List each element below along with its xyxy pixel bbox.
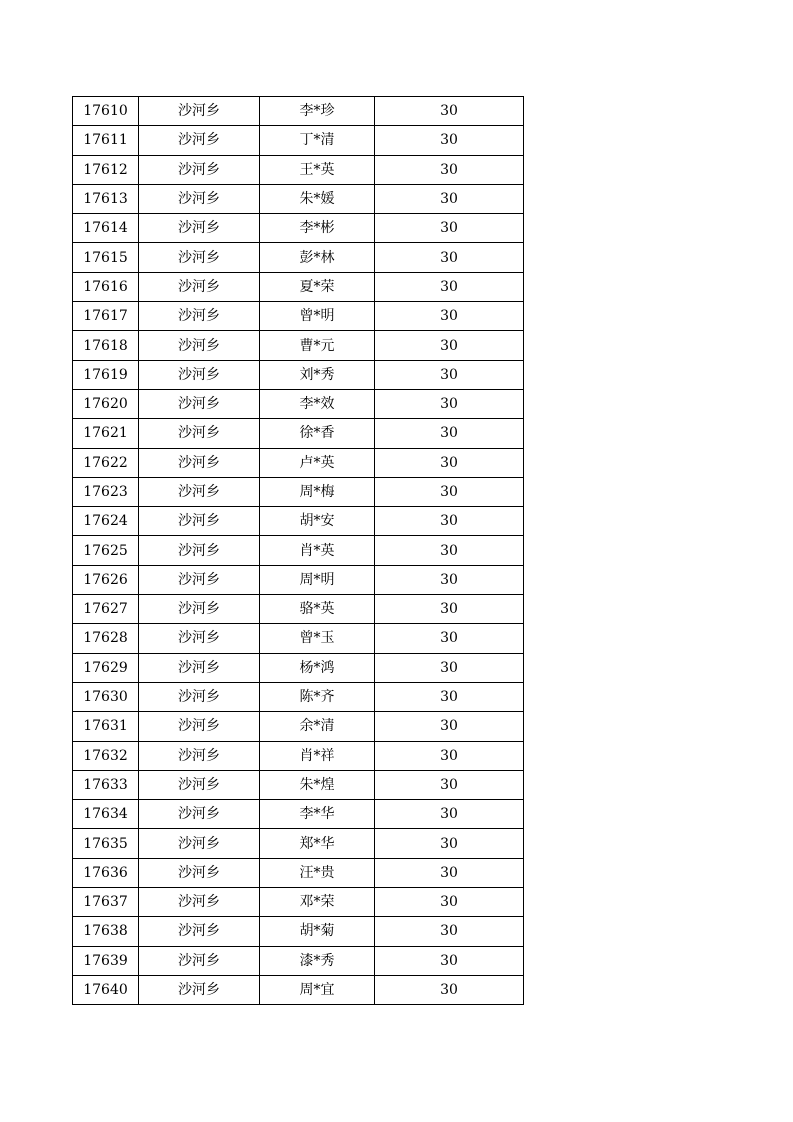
table-row xyxy=(73,565,524,594)
name-cell: 曾*玉 xyxy=(260,624,375,653)
table-row xyxy=(73,184,524,213)
township-cell: 沙河乡 xyxy=(139,829,260,858)
table-row xyxy=(73,419,524,448)
row-id-cell: 17633 xyxy=(73,770,139,799)
table-row xyxy=(73,595,524,624)
name-cell: 肖*祥 xyxy=(260,741,375,770)
name-cell: 夏*荣 xyxy=(260,272,375,301)
amount-cell: 30 xyxy=(375,448,524,477)
township-cell: 沙河乡 xyxy=(139,331,260,360)
row-id-cell: 17619 xyxy=(73,360,139,389)
township-cell: 沙河乡 xyxy=(139,624,260,653)
name-cell: 朱*媛 xyxy=(260,184,375,213)
name-cell: 杨*鸿 xyxy=(260,653,375,682)
township-cell: 沙河乡 xyxy=(139,184,260,213)
township-cell: 沙河乡 xyxy=(139,653,260,682)
township-cell: 沙河乡 xyxy=(139,126,260,155)
row-id-cell: 17624 xyxy=(73,507,139,536)
township-cell: 沙河乡 xyxy=(139,243,260,272)
township-cell: 沙河乡 xyxy=(139,97,260,126)
amount-cell: 30 xyxy=(375,243,524,272)
table-row xyxy=(73,800,524,829)
table-row xyxy=(73,155,524,184)
row-id-cell: 17627 xyxy=(73,595,139,624)
name-cell: 李*彬 xyxy=(260,214,375,243)
row-id-cell: 17625 xyxy=(73,536,139,565)
table-row xyxy=(73,272,524,301)
row-id-cell: 17637 xyxy=(73,888,139,917)
table-row xyxy=(73,389,524,418)
row-id-cell: 17626 xyxy=(73,565,139,594)
table-row xyxy=(73,858,524,887)
name-cell: 邓*荣 xyxy=(260,888,375,917)
township-cell: 沙河乡 xyxy=(139,800,260,829)
row-id-cell: 17638 xyxy=(73,917,139,946)
row-id-cell: 17615 xyxy=(73,243,139,272)
amount-cell: 30 xyxy=(375,770,524,799)
row-id-cell: 17614 xyxy=(73,214,139,243)
table-row xyxy=(73,829,524,858)
township-cell: 沙河乡 xyxy=(139,536,260,565)
name-cell: 曾*明 xyxy=(260,302,375,331)
township-cell: 沙河乡 xyxy=(139,770,260,799)
township-cell: 沙河乡 xyxy=(139,712,260,741)
amount-cell: 30 xyxy=(375,888,524,917)
amount-cell: 30 xyxy=(375,360,524,389)
township-cell: 沙河乡 xyxy=(139,477,260,506)
amount-cell: 30 xyxy=(375,946,524,975)
name-cell: 周*梅 xyxy=(260,477,375,506)
amount-cell: 30 xyxy=(375,829,524,858)
row-id-cell: 17620 xyxy=(73,389,139,418)
amount-cell: 30 xyxy=(375,419,524,448)
name-cell: 肖*英 xyxy=(260,536,375,565)
name-cell: 李*华 xyxy=(260,800,375,829)
township-cell: 沙河乡 xyxy=(139,975,260,1004)
table-row xyxy=(73,917,524,946)
amount-cell: 30 xyxy=(375,624,524,653)
township-cell: 沙河乡 xyxy=(139,858,260,887)
amount-cell: 30 xyxy=(375,858,524,887)
row-id-cell: 17635 xyxy=(73,829,139,858)
table-row xyxy=(73,946,524,975)
name-cell: 余*清 xyxy=(260,712,375,741)
table-row xyxy=(73,624,524,653)
table-row xyxy=(73,97,524,126)
name-cell: 李*效 xyxy=(260,389,375,418)
row-id-cell: 17630 xyxy=(73,682,139,711)
amount-cell: 30 xyxy=(375,331,524,360)
table-row xyxy=(73,448,524,477)
row-id-cell: 17622 xyxy=(73,448,139,477)
amount-cell: 30 xyxy=(375,741,524,770)
row-id-cell: 17634 xyxy=(73,800,139,829)
table-row xyxy=(73,975,524,1004)
township-cell: 沙河乡 xyxy=(139,682,260,711)
name-cell: 王*英 xyxy=(260,155,375,184)
table-row xyxy=(73,302,524,331)
table-row xyxy=(73,477,524,506)
amount-cell: 30 xyxy=(375,917,524,946)
amount-cell: 30 xyxy=(375,595,524,624)
township-cell: 沙河乡 xyxy=(139,214,260,243)
table-row xyxy=(73,741,524,770)
table-row xyxy=(73,331,524,360)
row-id-cell: 17628 xyxy=(73,624,139,653)
name-cell: 漆*秀 xyxy=(260,946,375,975)
row-id-cell: 17639 xyxy=(73,946,139,975)
name-cell: 李*珍 xyxy=(260,97,375,126)
row-id-cell: 17623 xyxy=(73,477,139,506)
row-id-cell: 17636 xyxy=(73,858,139,887)
township-cell: 沙河乡 xyxy=(139,917,260,946)
table-row xyxy=(73,770,524,799)
row-id-cell: 17640 xyxy=(73,975,139,1004)
name-cell: 彭*林 xyxy=(260,243,375,272)
amount-cell: 30 xyxy=(375,712,524,741)
amount-cell: 30 xyxy=(375,126,524,155)
township-cell: 沙河乡 xyxy=(139,595,260,624)
township-cell: 沙河乡 xyxy=(139,507,260,536)
name-cell: 曹*元 xyxy=(260,331,375,360)
amount-cell: 30 xyxy=(375,682,524,711)
row-id-cell: 17621 xyxy=(73,419,139,448)
amount-cell: 30 xyxy=(375,975,524,1004)
amount-cell: 30 xyxy=(375,272,524,301)
row-id-cell: 17629 xyxy=(73,653,139,682)
amount-cell: 30 xyxy=(375,565,524,594)
name-cell: 刘*秀 xyxy=(260,360,375,389)
name-cell: 丁*清 xyxy=(260,126,375,155)
table-row xyxy=(73,712,524,741)
table-body xyxy=(73,97,524,1005)
township-cell: 沙河乡 xyxy=(139,389,260,418)
table-row xyxy=(73,682,524,711)
row-id-cell: 17612 xyxy=(73,155,139,184)
row-id-cell: 17617 xyxy=(73,302,139,331)
amount-cell: 30 xyxy=(375,184,524,213)
amount-cell: 30 xyxy=(375,536,524,565)
amount-cell: 30 xyxy=(375,800,524,829)
table-row xyxy=(73,507,524,536)
table-row xyxy=(73,653,524,682)
amount-cell: 30 xyxy=(375,97,524,126)
amount-cell: 30 xyxy=(375,507,524,536)
row-id-cell: 17631 xyxy=(73,712,139,741)
township-cell: 沙河乡 xyxy=(139,448,260,477)
township-cell: 沙河乡 xyxy=(139,888,260,917)
row-id-cell: 17613 xyxy=(73,184,139,213)
amount-cell: 30 xyxy=(375,477,524,506)
township-cell: 沙河乡 xyxy=(139,155,260,184)
row-id-cell: 17611 xyxy=(73,126,139,155)
township-cell: 沙河乡 xyxy=(139,741,260,770)
row-id-cell: 17632 xyxy=(73,741,139,770)
township-cell: 沙河乡 xyxy=(139,946,260,975)
name-cell: 徐*香 xyxy=(260,419,375,448)
table-row xyxy=(73,126,524,155)
name-cell: 卢*英 xyxy=(260,448,375,477)
table-row xyxy=(73,243,524,272)
row-id-cell: 17610 xyxy=(73,97,139,126)
name-cell: 郑*华 xyxy=(260,829,375,858)
table-row xyxy=(73,360,524,389)
name-cell: 骆*英 xyxy=(260,595,375,624)
table-row xyxy=(73,214,524,243)
table-row xyxy=(73,536,524,565)
data-table xyxy=(72,96,524,1005)
row-id-cell: 17618 xyxy=(73,331,139,360)
name-cell: 胡*安 xyxy=(260,507,375,536)
name-cell: 汪*贵 xyxy=(260,858,375,887)
township-cell: 沙河乡 xyxy=(139,360,260,389)
township-cell: 沙河乡 xyxy=(139,419,260,448)
amount-cell: 30 xyxy=(375,389,524,418)
table-row xyxy=(73,888,524,917)
township-cell: 沙河乡 xyxy=(139,302,260,331)
amount-cell: 30 xyxy=(375,214,524,243)
amount-cell: 30 xyxy=(375,653,524,682)
township-cell: 沙河乡 xyxy=(139,565,260,594)
name-cell: 陈*齐 xyxy=(260,682,375,711)
name-cell: 周*明 xyxy=(260,565,375,594)
township-cell: 沙河乡 xyxy=(139,272,260,301)
row-id-cell: 17616 xyxy=(73,272,139,301)
name-cell: 朱*煌 xyxy=(260,770,375,799)
amount-cell: 30 xyxy=(375,155,524,184)
name-cell: 胡*菊 xyxy=(260,917,375,946)
amount-cell: 30 xyxy=(375,302,524,331)
name-cell: 周*宜 xyxy=(260,975,375,1004)
